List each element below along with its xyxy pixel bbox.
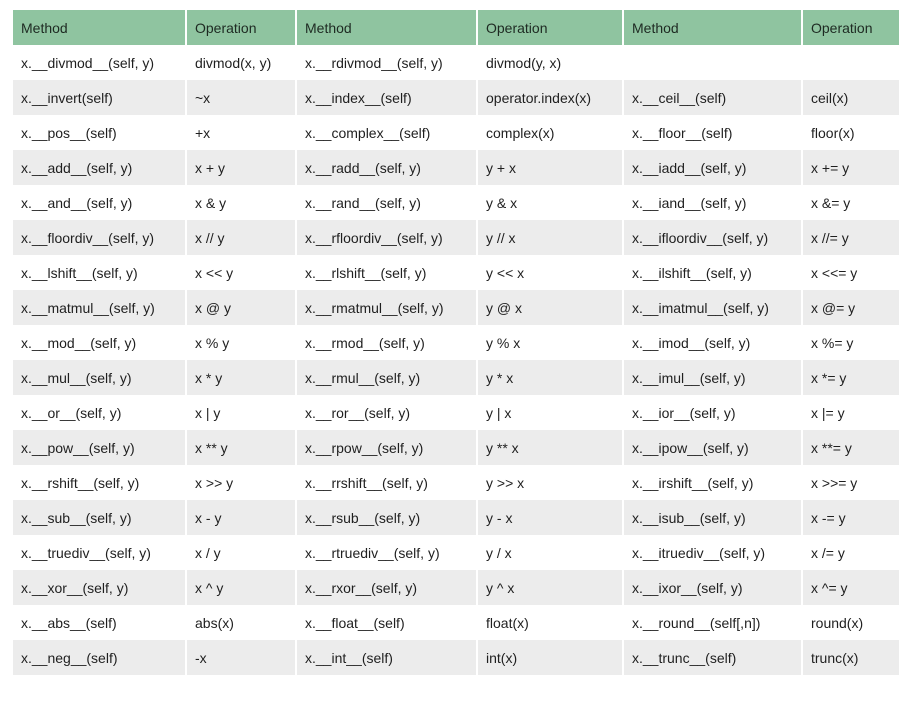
method-cell: x.__int__(self) <box>297 640 478 675</box>
method-cell: x.__truediv__(self, y) <box>13 535 187 570</box>
method-cell: x.__add__(self, y) <box>13 150 187 185</box>
table-row <box>13 395 899 430</box>
operation-cell: y | x <box>478 395 624 430</box>
operation-cell: round(x) <box>803 605 899 640</box>
method-cell: x.__rmatmul__(self, y) <box>297 290 478 325</box>
operation-cell: x |= y <box>803 395 899 430</box>
operation-cell: trunc(x) <box>803 640 899 675</box>
table-row <box>13 535 899 570</box>
table-row <box>13 290 899 325</box>
method-cell: x.__itruediv__(self, y) <box>624 535 803 570</box>
operation-cell: x %= y <box>803 325 899 360</box>
operation-cell: x <<= y <box>803 255 899 290</box>
method-cell: x.__imatmul__(self, y) <box>624 290 803 325</box>
operation-cell: y // x <box>478 220 624 255</box>
table-row <box>13 185 899 220</box>
operation-cell: x &= y <box>803 185 899 220</box>
operation-cell: abs(x) <box>187 605 297 640</box>
operation-cell: x += y <box>803 150 899 185</box>
table-row <box>13 115 899 150</box>
table-row <box>13 150 899 185</box>
method-cell: x.__invert(self) <box>13 80 187 115</box>
method-cell: x.__rmul__(self, y) <box>297 360 478 395</box>
method-cell: x.__rtruediv__(self, y) <box>297 535 478 570</box>
header-operation: Operation <box>478 10 624 45</box>
operation-cell: x // y <box>187 220 297 255</box>
operation-cell: +x <box>187 115 297 150</box>
operation-cell: x /= y <box>803 535 899 570</box>
operation-cell: x ** y <box>187 430 297 465</box>
method-cell: x.__matmul__(self, y) <box>13 290 187 325</box>
method-cell: x.__rlshift__(self, y) <box>297 255 478 290</box>
method-cell: x.__and__(self, y) <box>13 185 187 220</box>
header-operation: Operation <box>803 10 899 45</box>
method-cell: x.__iadd__(self, y) <box>624 150 803 185</box>
method-cell: x.__sub__(self, y) <box>13 500 187 535</box>
method-cell: x.__rmod__(self, y) <box>297 325 478 360</box>
table-row <box>13 360 899 395</box>
method-cell: x.__or__(self, y) <box>13 395 187 430</box>
method-cell: x.__irshift__(self, y) <box>624 465 803 500</box>
operator-methods-table <box>13 10 899 675</box>
method-cell: x.__iand__(self, y) <box>624 185 803 220</box>
method-cell: x.__rpow__(self, y) <box>297 430 478 465</box>
method-cell: x.__rrshift__(self, y) <box>297 465 478 500</box>
operation-cell: operator.index(x) <box>478 80 624 115</box>
table-row <box>13 220 899 255</box>
table-row <box>13 640 899 675</box>
table-row <box>13 570 899 605</box>
operation-cell <box>803 45 899 80</box>
operation-cell: x / y <box>187 535 297 570</box>
operation-cell: x **= y <box>803 430 899 465</box>
method-cell: x.__ifloordiv__(self, y) <box>624 220 803 255</box>
operation-cell: y / x <box>478 535 624 570</box>
method-cell: x.__ceil__(self) <box>624 80 803 115</box>
operation-cell: y - x <box>478 500 624 535</box>
method-cell: x.__rshift__(self, y) <box>13 465 187 500</box>
operation-cell: divmod(y, x) <box>478 45 624 80</box>
method-cell: x.__imod__(self, y) <box>624 325 803 360</box>
method-cell: x.__lshift__(self, y) <box>13 255 187 290</box>
operation-cell: ~x <box>187 80 297 115</box>
table-row <box>13 255 899 290</box>
header-method: Method <box>624 10 803 45</box>
method-cell: x.__ilshift__(self, y) <box>624 255 803 290</box>
operation-cell: x ^= y <box>803 570 899 605</box>
operation-cell: ceil(x) <box>803 80 899 115</box>
operation-cell: x *= y <box>803 360 899 395</box>
operation-cell: x >>= y <box>803 465 899 500</box>
method-cell: x.__rxor__(self, y) <box>297 570 478 605</box>
method-cell: x.__rsub__(self, y) <box>297 500 478 535</box>
header-method: Method <box>297 10 478 45</box>
operation-cell: complex(x) <box>478 115 624 150</box>
operation-cell: x & y <box>187 185 297 220</box>
method-cell: x.__pow__(self, y) <box>13 430 187 465</box>
operation-cell: x -= y <box>803 500 899 535</box>
method-cell: x.__xor__(self, y) <box>13 570 187 605</box>
method-cell: x.__ior__(self, y) <box>624 395 803 430</box>
operation-cell: divmod(x, y) <box>187 45 297 80</box>
table-header <box>13 10 899 45</box>
header-operation: Operation <box>187 10 297 45</box>
header-row <box>13 10 899 45</box>
operation-cell: x @ y <box>187 290 297 325</box>
operation-cell: y @ x <box>478 290 624 325</box>
method-cell: x.__ror__(self, y) <box>297 395 478 430</box>
operation-cell: x //= y <box>803 220 899 255</box>
operation-cell: x @= y <box>803 290 899 325</box>
method-cell: x.__rand__(self, y) <box>297 185 478 220</box>
operation-cell: x % y <box>187 325 297 360</box>
operation-cell: x | y <box>187 395 297 430</box>
method-cell: x.__pos__(self) <box>13 115 187 150</box>
method-cell: x.__complex__(self) <box>297 115 478 150</box>
method-cell: x.__rdivmod__(self, y) <box>297 45 478 80</box>
method-cell: x.__abs__(self) <box>13 605 187 640</box>
method-cell: x.__mod__(self, y) <box>13 325 187 360</box>
operation-cell: x << y <box>187 255 297 290</box>
operation-cell: y * x <box>478 360 624 395</box>
method-cell: x.__rfloordiv__(self, y) <box>297 220 478 255</box>
method-cell: x.__imul__(self, y) <box>624 360 803 395</box>
table-body <box>13 45 899 675</box>
method-cell: x.__floor__(self) <box>624 115 803 150</box>
method-cell: x.__neg__(self) <box>13 640 187 675</box>
method-cell: x.__index__(self) <box>297 80 478 115</box>
operation-cell: y & x <box>478 185 624 220</box>
method-cell: x.__ipow__(self, y) <box>624 430 803 465</box>
operation-cell: x + y <box>187 150 297 185</box>
operation-cell: -x <box>187 640 297 675</box>
operation-cell: y % x <box>478 325 624 360</box>
table-row <box>13 430 899 465</box>
table-row <box>13 325 899 360</box>
header-method: Method <box>13 10 187 45</box>
table-row <box>13 605 899 640</box>
operation-cell: x - y <box>187 500 297 535</box>
method-cell: x.__floordiv__(self, y) <box>13 220 187 255</box>
operation-cell: y << x <box>478 255 624 290</box>
method-cell: x.__trunc__(self) <box>624 640 803 675</box>
method-cell <box>624 45 803 80</box>
table-row <box>13 500 899 535</box>
method-cell: x.__ixor__(self, y) <box>624 570 803 605</box>
method-cell: x.__round__(self[,n]) <box>624 605 803 640</box>
operation-cell: y + x <box>478 150 624 185</box>
method-cell: x.__float__(self) <box>297 605 478 640</box>
operation-cell: y ** x <box>478 430 624 465</box>
method-cell: x.__divmod__(self, y) <box>13 45 187 80</box>
operation-cell: x * y <box>187 360 297 395</box>
operation-cell: int(x) <box>478 640 624 675</box>
operation-cell: y >> x <box>478 465 624 500</box>
method-cell: x.__isub__(self, y) <box>624 500 803 535</box>
table-row <box>13 465 899 500</box>
method-cell: x.__mul__(self, y) <box>13 360 187 395</box>
operation-cell: float(x) <box>478 605 624 640</box>
operation-cell: floor(x) <box>803 115 899 150</box>
method-cell: x.__radd__(self, y) <box>297 150 478 185</box>
table-row <box>13 80 899 115</box>
operation-cell: x >> y <box>187 465 297 500</box>
table-row <box>13 45 899 80</box>
operation-cell: x ^ y <box>187 570 297 605</box>
operation-cell: y ^ x <box>478 570 624 605</box>
